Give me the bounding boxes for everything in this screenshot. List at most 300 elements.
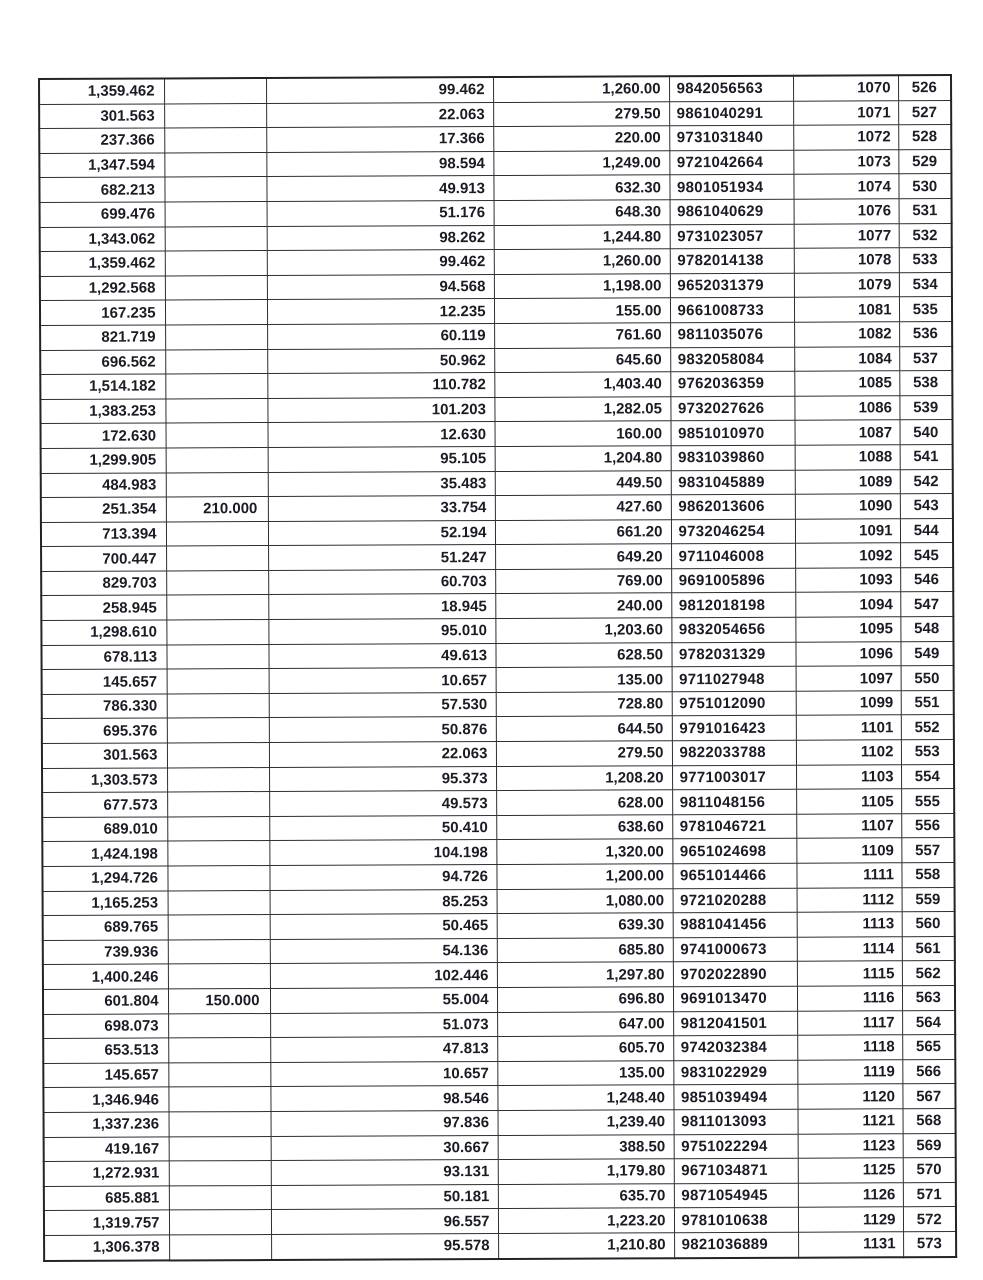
cell: 99.462 — [266, 77, 493, 103]
cell: 47.813 — [270, 1037, 497, 1063]
cell: 98.546 — [270, 1086, 497, 1112]
cell — [167, 865, 269, 890]
cell: 279.50 — [496, 741, 672, 766]
cell: 544 — [900, 518, 953, 543]
cell: 9812018198 — [671, 593, 795, 618]
cell: 1117 — [797, 1010, 902, 1035]
cell: 678.113 — [41, 645, 166, 670]
cell: 51.176 — [267, 200, 494, 226]
cell: 1,223.20 — [498, 1208, 674, 1233]
cell: 653.513 — [43, 1038, 168, 1063]
cell: 1118 — [797, 1035, 902, 1060]
cell: 1,343.062 — [40, 227, 165, 252]
cell: 1,080.00 — [497, 888, 673, 913]
cell: 22.063 — [269, 742, 496, 768]
cell: 49.613 — [268, 643, 495, 669]
cell: 786.330 — [42, 694, 167, 719]
cell: 9732027626 — [670, 396, 794, 421]
cell: 695.376 — [42, 718, 167, 743]
cell: 57.530 — [269, 692, 496, 718]
cell: 571 — [903, 1182, 956, 1207]
cell: 1077 — [794, 223, 899, 248]
cell: 1090 — [795, 494, 900, 519]
cell: 1,294.726 — [42, 866, 167, 891]
cell — [165, 374, 267, 399]
cell: 1,165.253 — [43, 891, 168, 916]
cell: 9671034871 — [674, 1158, 798, 1183]
cell: 700.447 — [41, 546, 166, 571]
cell: 9831022929 — [673, 1060, 797, 1085]
cell — [169, 1210, 271, 1235]
cell: 93.131 — [271, 1160, 498, 1186]
cell — [166, 620, 268, 645]
cell: 557 — [901, 838, 954, 863]
cell: 388.50 — [498, 1134, 674, 1159]
cell — [165, 324, 267, 349]
cell: 9731031840 — [669, 125, 793, 150]
cell — [166, 472, 268, 497]
cell: 1125 — [798, 1158, 903, 1183]
cell: 9721020288 — [673, 888, 797, 913]
cell: 9811048156 — [672, 789, 796, 814]
cell: 1112 — [797, 887, 902, 912]
cell: 9861040291 — [669, 101, 793, 126]
cell: 33.754 — [268, 496, 495, 522]
cell: 546 — [900, 567, 953, 592]
cell — [168, 890, 270, 915]
cell: 1113 — [797, 912, 902, 937]
cell: 9731023057 — [670, 224, 794, 249]
cell: 696.562 — [40, 349, 165, 374]
cell: 527 — [898, 100, 951, 125]
cell — [168, 939, 270, 964]
cell: 1081 — [794, 297, 899, 322]
cell — [168, 1062, 270, 1087]
cell: 240.00 — [495, 593, 671, 618]
cell: 258.945 — [41, 595, 166, 620]
cell: 562 — [902, 961, 955, 986]
cell: 555 — [901, 789, 954, 814]
cell: 9831039860 — [671, 445, 795, 470]
cell: 1111 — [796, 863, 901, 888]
cell: 648.30 — [494, 200, 670, 225]
cell: 532 — [899, 223, 952, 248]
cell: 547 — [900, 592, 953, 617]
cell: 1,203.60 — [495, 618, 671, 643]
cell: 9652031379 — [670, 273, 794, 298]
cell: 1,249.00 — [493, 151, 669, 176]
cell: 1,204.80 — [495, 446, 671, 471]
cell: 1072 — [793, 125, 898, 150]
cell: 1,299.905 — [41, 448, 166, 473]
cell: 1123 — [798, 1133, 903, 1158]
cell: 10.657 — [269, 668, 496, 694]
cell: 542 — [900, 469, 953, 494]
cell — [167, 718, 269, 743]
cell: 9661008733 — [670, 298, 794, 323]
cell: 1096 — [795, 641, 900, 666]
cell: 601.804 — [43, 989, 168, 1014]
cell: 1,248.40 — [497, 1085, 673, 1110]
cell — [167, 792, 269, 817]
cell: 545 — [900, 543, 953, 568]
cell: 1,239.40 — [498, 1110, 674, 1135]
cell: 543 — [900, 494, 953, 519]
cell: 829.703 — [41, 571, 166, 596]
cell — [167, 743, 269, 768]
cell: 85.253 — [270, 889, 497, 915]
cell: 145.657 — [42, 669, 167, 694]
cell: 155.00 — [494, 298, 670, 323]
cell: 95.010 — [268, 619, 495, 645]
cell — [168, 1087, 270, 1112]
cell: 639.30 — [497, 913, 673, 938]
cell: 9791016423 — [672, 716, 796, 741]
cell: 535 — [899, 297, 952, 322]
cell: 9881041456 — [673, 912, 797, 937]
cell: 1126 — [798, 1182, 903, 1207]
cell: 548 — [900, 617, 953, 642]
cell: 550 — [901, 666, 954, 691]
cell: 739.936 — [43, 940, 168, 965]
cell: 30.667 — [271, 1135, 498, 1161]
cell: 685.881 — [44, 1186, 169, 1211]
cell: 713.394 — [41, 522, 166, 547]
cell: 569 — [903, 1133, 956, 1158]
cell: 1116 — [797, 986, 902, 1011]
cell: 1079 — [794, 272, 899, 297]
cell: 301.563 — [42, 743, 167, 768]
cell: 1078 — [794, 248, 899, 273]
cell: 531 — [899, 198, 952, 223]
cell: 135.00 — [496, 667, 672, 692]
cell: 50.465 — [270, 914, 497, 940]
cell: 9832054656 — [671, 617, 795, 642]
cell: 110.782 — [267, 373, 494, 399]
cell: 1,292.568 — [40, 276, 165, 301]
cell: 1,282.05 — [494, 396, 670, 421]
cell: 530 — [898, 174, 951, 199]
cell: 1,198.00 — [494, 273, 670, 298]
cell: 696.80 — [497, 987, 673, 1012]
cell: 60.119 — [267, 323, 494, 349]
cell — [164, 103, 266, 128]
cell — [165, 226, 267, 251]
cell: 9781010638 — [674, 1208, 798, 1233]
cell: 9871054945 — [674, 1183, 798, 1208]
cell: 526 — [898, 75, 951, 100]
cell: 94.568 — [267, 274, 494, 300]
cell: 1109 — [796, 838, 901, 863]
cell: 1073 — [793, 150, 898, 175]
cell: 9842056563 — [669, 76, 793, 102]
cell: 649.20 — [495, 544, 671, 569]
cell: 9831045889 — [671, 470, 795, 495]
cell: 1103 — [796, 764, 901, 789]
cell: 9741000673 — [673, 937, 797, 962]
cell: 1,403.40 — [494, 372, 670, 397]
cell — [165, 300, 267, 325]
cell — [165, 275, 267, 300]
cell: 95.373 — [269, 766, 496, 792]
cell — [168, 1013, 270, 1038]
cell: 1,260.00 — [493, 76, 669, 102]
cell: 1114 — [797, 937, 902, 962]
cell: 1084 — [794, 346, 899, 371]
cell: 9811035076 — [670, 322, 794, 347]
cell: 570 — [903, 1158, 956, 1183]
cell: 1105 — [796, 789, 901, 814]
cell: 645.60 — [494, 347, 670, 372]
cell: 1076 — [794, 199, 899, 224]
cell: 9801051934 — [669, 175, 793, 200]
cell — [167, 693, 269, 718]
cell: 1131 — [798, 1232, 903, 1258]
cell: 9751022294 — [674, 1134, 798, 1159]
cell: 1,359.462 — [40, 251, 165, 276]
cell: 1088 — [795, 445, 900, 470]
cell — [166, 570, 268, 595]
cell: 689.765 — [43, 915, 168, 940]
cell — [165, 398, 267, 423]
cell: 145.657 — [43, 1063, 168, 1088]
cell — [166, 447, 268, 472]
cell: 1,346.946 — [43, 1087, 168, 1112]
cell: 559 — [902, 887, 955, 912]
cell: 96.557 — [271, 1209, 498, 1235]
cell — [168, 915, 270, 940]
cell: 554 — [901, 764, 954, 789]
cell — [167, 841, 269, 866]
cell: 540 — [900, 420, 953, 445]
cell: 251.354 — [41, 497, 166, 522]
cell: 9742032384 — [673, 1035, 797, 1060]
cell: 560 — [902, 912, 955, 937]
cell: 1071 — [793, 100, 898, 125]
cell: 534 — [899, 272, 952, 297]
cell: 9751012090 — [672, 691, 796, 716]
cell — [168, 964, 270, 989]
cell: 566 — [902, 1059, 955, 1084]
cell — [167, 669, 269, 694]
cell: 1,208.20 — [496, 765, 672, 790]
cell: 1115 — [797, 961, 902, 986]
cell: 685.80 — [497, 938, 673, 963]
cell: 49.913 — [266, 176, 493, 202]
cell: 533 — [899, 248, 952, 273]
cell: 237.366 — [39, 128, 164, 153]
cell: 682.213 — [39, 177, 164, 202]
cell: 135.00 — [497, 1060, 673, 1085]
cell: 563 — [902, 985, 955, 1010]
cell: 1,424.198 — [42, 841, 167, 866]
cell: 102.446 — [270, 963, 497, 989]
cell: 632.30 — [493, 175, 669, 200]
cell: 567 — [902, 1084, 955, 1109]
cell: 551 — [901, 690, 954, 715]
cell: 1,319.757 — [44, 1210, 169, 1235]
cell: 94.726 — [269, 865, 496, 891]
cell: 661.20 — [495, 519, 671, 544]
cell: 1121 — [798, 1109, 903, 1134]
cell — [165, 201, 267, 226]
cell — [169, 1111, 271, 1136]
cell: 568 — [903, 1108, 956, 1133]
cell: 12.235 — [267, 299, 494, 325]
cell: 9651024698 — [672, 839, 796, 864]
cell: 210.000 — [166, 497, 268, 522]
cell: 541 — [900, 444, 953, 469]
cell: 220.00 — [493, 126, 669, 151]
cell: 160.00 — [495, 421, 671, 446]
cell: 561 — [902, 936, 955, 961]
cell: 9711046008 — [671, 543, 795, 568]
cell: 427.60 — [495, 495, 671, 520]
table-row — [44, 1231, 956, 1260]
cell: 104.198 — [269, 840, 496, 866]
cell: 698.073 — [43, 1014, 168, 1039]
cell: 17.366 — [266, 127, 493, 153]
cell: 728.80 — [496, 692, 672, 717]
cell — [168, 1038, 270, 1063]
cell: 60.703 — [268, 569, 495, 595]
cell — [169, 1185, 271, 1210]
cell: 95.105 — [268, 446, 495, 472]
cell: 552 — [901, 715, 954, 740]
cell: 51.247 — [268, 545, 495, 571]
cell: 9811013093 — [674, 1109, 798, 1134]
cell: 101.203 — [267, 397, 494, 423]
cell — [166, 595, 268, 620]
cell: 9782031329 — [671, 642, 795, 667]
cell: 9861040629 — [670, 199, 794, 224]
cell: 55.004 — [270, 987, 497, 1013]
cell — [166, 521, 268, 546]
cell: 529 — [898, 149, 951, 174]
cell: 9651014466 — [672, 863, 796, 888]
cell: 9782014138 — [670, 248, 794, 273]
cell: 98.594 — [266, 151, 493, 177]
cell: 1,320.00 — [496, 839, 672, 864]
cell: 9832058084 — [670, 347, 794, 372]
cell: 97.836 — [271, 1110, 498, 1136]
cell — [167, 767, 269, 792]
cell: 821.719 — [40, 325, 165, 350]
cell: 1101 — [796, 715, 901, 740]
cell: 1102 — [796, 740, 901, 765]
cell: 419.167 — [44, 1136, 169, 1161]
cell — [166, 644, 268, 669]
cell: 50.181 — [271, 1184, 498, 1210]
cell: 9812041501 — [673, 1011, 797, 1036]
cell: 761.60 — [494, 323, 670, 348]
cell: 628.50 — [495, 642, 671, 667]
cell: 1,244.80 — [494, 224, 670, 249]
cell: 50.962 — [267, 348, 494, 374]
cell: 564 — [902, 1010, 955, 1035]
data-table — [38, 74, 957, 1261]
cell — [167, 816, 269, 841]
cell: 52.194 — [268, 520, 495, 546]
cell: 539 — [899, 395, 952, 420]
cell: 9851010970 — [671, 421, 795, 446]
cell: 1091 — [795, 518, 900, 543]
cell: 95.578 — [271, 1233, 498, 1259]
cell: 1,347.594 — [39, 153, 164, 178]
cell: 558 — [901, 863, 954, 888]
cell: 10.657 — [270, 1061, 497, 1087]
cell: 1,303.573 — [42, 768, 167, 793]
cell: 301.563 — [39, 104, 164, 129]
cell: 1085 — [794, 371, 899, 396]
cell: 538 — [899, 371, 952, 396]
cell: 549 — [900, 641, 953, 666]
cell: 1,359.462 — [39, 78, 164, 104]
cell: 537 — [899, 346, 952, 371]
cell: 647.00 — [497, 1011, 673, 1036]
cell: 50.410 — [269, 815, 496, 841]
cell — [166, 546, 268, 571]
cell: 1,400.246 — [43, 964, 168, 989]
cell: 1,297.80 — [497, 962, 673, 987]
cell: 9691013470 — [673, 986, 797, 1011]
cell: 1,260.00 — [494, 249, 670, 274]
cell: 553 — [901, 740, 954, 765]
cell: 22.063 — [266, 102, 493, 128]
cell: 9781046721 — [672, 814, 796, 839]
cell: 54.136 — [270, 938, 497, 964]
cell: 1107 — [796, 814, 901, 839]
cell: 9851039494 — [673, 1085, 797, 1110]
cell: 689.010 — [42, 817, 167, 842]
cell: 573 — [903, 1231, 956, 1256]
cell: 1,383.253 — [40, 399, 165, 424]
cell: 1095 — [795, 617, 900, 642]
cell: 1,298.610 — [41, 620, 166, 645]
table-body — [39, 75, 956, 1260]
cell: 1074 — [793, 174, 898, 199]
cell: 1,210.80 — [498, 1233, 674, 1259]
cell: 528 — [898, 125, 951, 150]
cell: 638.60 — [496, 815, 672, 840]
cell — [164, 78, 266, 104]
cell: 150.000 — [168, 988, 270, 1013]
cell: 172.630 — [41, 423, 166, 448]
cell: 1,514.182 — [40, 374, 165, 399]
cell — [165, 349, 267, 374]
cell: 605.70 — [497, 1036, 673, 1061]
cell — [169, 1234, 271, 1260]
cell: 1,272.931 — [44, 1161, 169, 1186]
cell: 1093 — [795, 568, 900, 593]
cell: 18.945 — [268, 594, 495, 620]
cell: 279.50 — [493, 101, 669, 126]
cell: 449.50 — [495, 470, 671, 495]
cell: 769.00 — [495, 569, 671, 594]
cell: 9822033788 — [672, 740, 796, 765]
cell — [169, 1136, 271, 1161]
cell: 9732046254 — [671, 519, 795, 544]
cell: 51.073 — [270, 1012, 497, 1038]
cell: 644.50 — [496, 716, 672, 741]
cell: 49.573 — [269, 791, 496, 817]
cell: 99.462 — [267, 250, 494, 276]
cell: 1086 — [794, 395, 899, 420]
cell — [169, 1161, 271, 1186]
cell: 9711027948 — [672, 666, 796, 691]
cell: 572 — [903, 1207, 956, 1232]
cell: 699.476 — [40, 202, 165, 227]
